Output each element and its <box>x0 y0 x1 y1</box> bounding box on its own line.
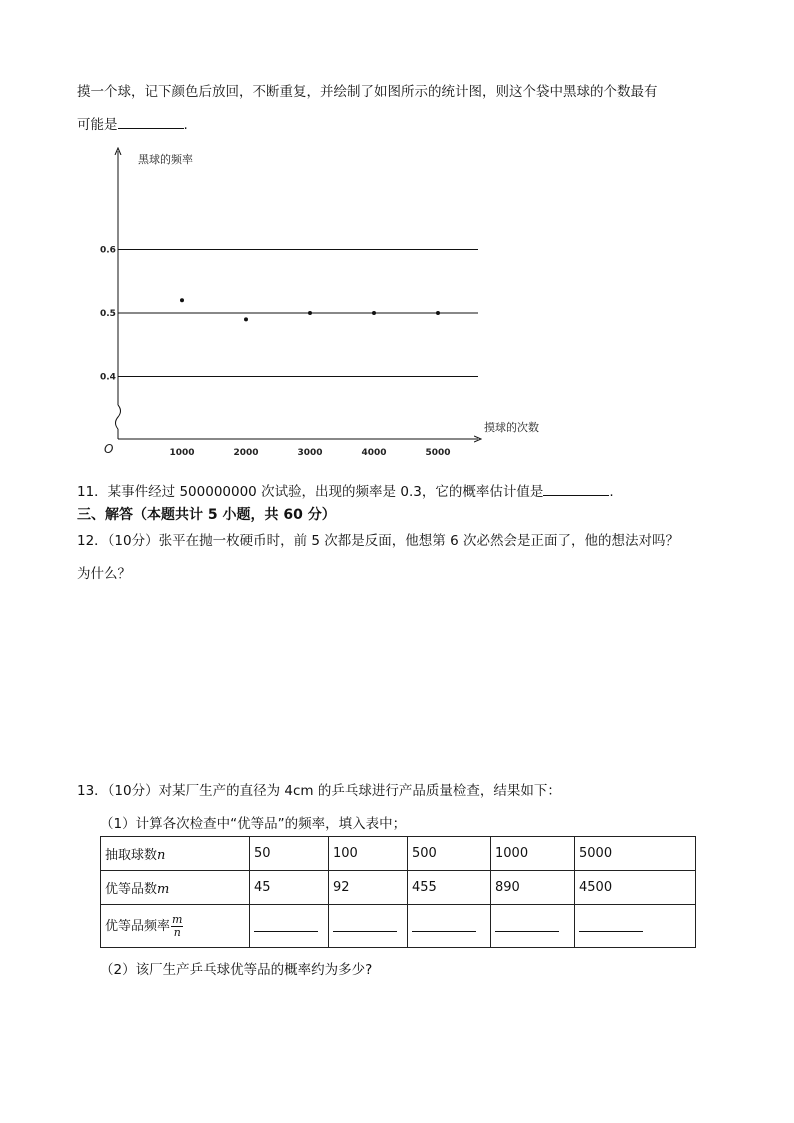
answer-blank[interactable] <box>412 917 476 932</box>
table-cell <box>250 905 329 948</box>
q13-part2: （2）该厂生产乒乓球优等品的概率约为多少? <box>100 962 373 978</box>
x-tick-label: 4000 <box>361 448 387 458</box>
data-point <box>244 317 248 321</box>
table-cell: 100 <box>329 837 408 871</box>
section-heading: 三、解答（本题共计 5 小题，共 60 分） <box>77 507 336 523</box>
y-tick-label: 0.5 <box>100 309 116 319</box>
y-tick-label: 0.6 <box>100 245 116 256</box>
y-axis-label: 黑球的频率 <box>138 153 193 166</box>
answer-blank[interactable] <box>254 917 318 932</box>
data-point <box>436 311 440 315</box>
table-cell: 890 <box>491 871 575 905</box>
table-cell: 92 <box>329 871 408 905</box>
row-label-frequency: 优等品频率 $\frac{m}{n}$ <box>101 905 250 948</box>
q11-text: 11．某事件经过 500000000 次试验，出现的频率是 0.3，它的概率估计值是 <box>77 484 544 500</box>
answer-blank[interactable] <box>579 917 643 932</box>
table-cell: 4500 <box>575 871 696 905</box>
q12-line1: 12．（10分）张平在抛一枚硬币时，前 5 次都是反面，他想第 6 次必然会是正面了，他的想法对吗？ <box>77 533 679 549</box>
q10-end: . <box>183 117 188 133</box>
data-point <box>308 311 312 315</box>
q12-line2: 为什么？ <box>77 566 131 582</box>
x-tick-labels <box>169 448 450 458</box>
q11-end: . <box>609 484 614 500</box>
frequency-chart <box>90 145 570 465</box>
x-tick-label: 1000 <box>169 448 195 458</box>
answer-blank[interactable] <box>495 917 559 932</box>
q11 <box>77 480 614 500</box>
y-tick-label: 0.4 <box>100 372 116 383</box>
table-cell: 500 <box>408 837 491 871</box>
q10-answer-blank[interactable] <box>118 114 184 129</box>
fraction: $\frac{m}{n}$ <box>172 912 183 939</box>
row-label-good: 优等品数m <box>101 871 250 905</box>
table-cell <box>408 905 491 948</box>
grid-lines <box>118 250 478 377</box>
q10-line2-text: 可能是 <box>77 117 118 133</box>
table-row <box>101 837 696 871</box>
x-axis-label: 摸球的次数 <box>484 421 539 434</box>
data-point <box>372 311 376 315</box>
data-point <box>180 298 184 302</box>
table-cell: 50 <box>250 837 329 871</box>
y-axis-break <box>116 405 121 429</box>
row-label-count: 抽取球数n <box>101 837 250 871</box>
table-cell <box>575 905 696 948</box>
table-cell <box>329 905 408 948</box>
table-cell: 455 <box>408 871 491 905</box>
q13-intro: 13．（10分）对某厂生产的直径为 4cm 的乒乓球进行产品质量检查，结果如下： <box>77 783 561 799</box>
q10-line1: 摸一个球，记下颜色后放回，不断重复，并绘制了如图所示的统计图，则这个袋中黑球的个数最有 <box>77 84 658 100</box>
table-row <box>101 905 696 948</box>
q10-line2 <box>77 113 188 133</box>
q11-answer-blank[interactable] <box>543 481 609 496</box>
q13-part1: （1）计算各次检查中“优等品”的频率，填入表中； <box>100 816 407 832</box>
table-cell: 45 <box>250 871 329 905</box>
x-tick-label: 2000 <box>233 448 259 458</box>
y-tick-labels <box>100 246 116 383</box>
table-row <box>101 871 696 905</box>
table-cell <box>491 905 575 948</box>
q13-table <box>100 836 696 948</box>
table-cell: 5000 <box>575 837 696 871</box>
answer-blank[interactable] <box>333 917 397 932</box>
x-tick-label: 3000 <box>297 448 323 458</box>
x-tick-label: 5000 <box>425 448 451 458</box>
data-points <box>180 298 440 321</box>
origin-label: O <box>104 442 114 456</box>
table-cell: 1000 <box>491 837 575 871</box>
